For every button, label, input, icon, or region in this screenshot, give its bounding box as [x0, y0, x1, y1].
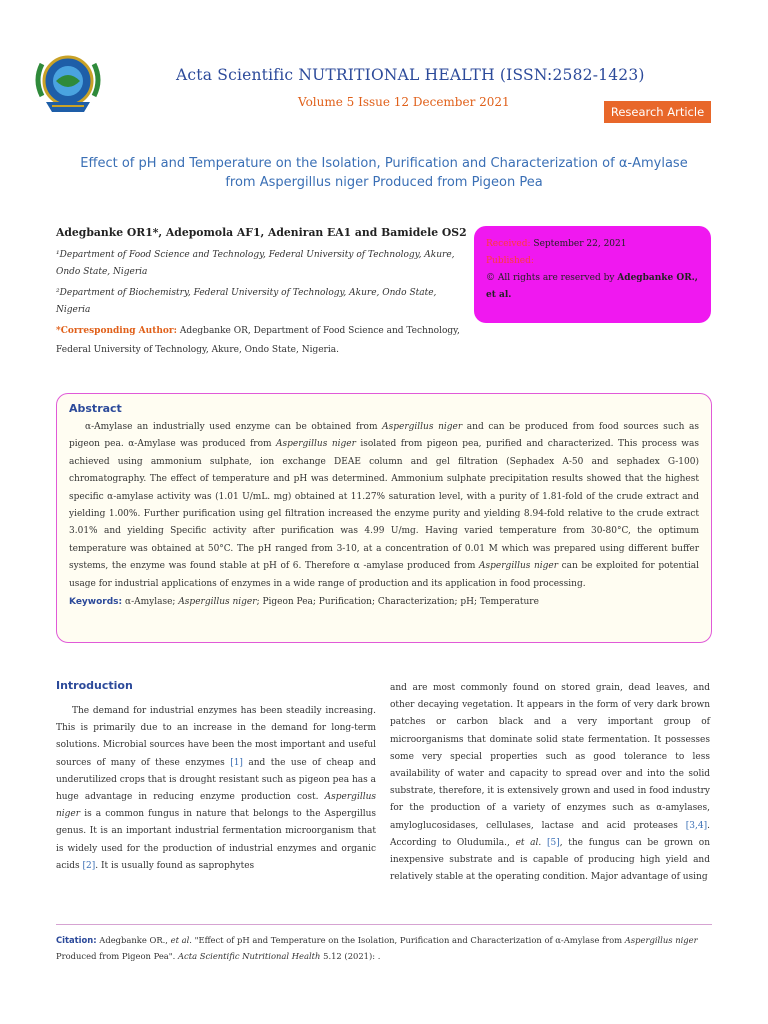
reference-link-5[interactable]: [5] — [546, 837, 560, 848]
introduction-heading: Introduction — [56, 679, 133, 692]
article-title — [40, 154, 728, 192]
rights-prefix: © All rights are reserved by — [486, 273, 618, 283]
intro-paragraph-2: and are most commonly found on stored grain, dead leaves, and other decaying vegetation. It appears in the form of very dark brown patches or carbon black and a very important group of microorganisms that dominate solid state fermentation. It possesses some very special properties such as good tolerance to less availability of water and capacity to spread over and into the solid substrate, therefore, it is extensively grown and used in food industry for the production of a variety of enzymes such as α-amylases, amyloglucosidases, cellulases, lactase and acid proteases [3,4]. According to Oludumila., et al. [5], the fungus can be grown on inexpensive substrate and is capable of producing high yield and relatively stable at the operating condition. Major advantage of using — [390, 683, 710, 883]
rights-line — [486, 270, 701, 304]
column-left — [56, 703, 376, 875]
received-line — [486, 236, 701, 253]
column-right — [390, 680, 710, 886]
article-type-badge: Research Article — [604, 101, 711, 123]
abstract-box — [56, 393, 712, 643]
title-line-2: from Aspergillus niger Produced from Pigeon Pea — [225, 175, 543, 190]
published-line — [486, 253, 701, 270]
abstract-heading: Abstract — [69, 402, 122, 415]
volume-info: Volume 5 Issue 12 December 2021 — [298, 95, 510, 109]
corresponding-author — [56, 322, 466, 360]
rights-name: Adegbanke OR., et al. — [486, 273, 698, 300]
received-date: September 22, 2021 — [530, 239, 627, 249]
reference-link-3-4[interactable]: [3,4] — [685, 820, 708, 831]
title-line-1: Effect of pH and Temperature on the Isolation, Purification and Characterization of α-Amylase — [80, 156, 688, 171]
reference-link-1[interactable]: [1] — [230, 757, 243, 768]
keywords: Keywords: α-Amylase; Aspergillus niger; Pigeon Pea; Purification; Characterization; pH; Temperature — [69, 597, 539, 608]
citation-label: Citation: — [56, 935, 97, 945]
journal-logo — [28, 44, 108, 124]
published-label: Published: — [486, 256, 534, 266]
journal-title: Acta Scientific NUTRITIONAL HEALTH (ISSN:2582-1423) — [176, 66, 645, 84]
abstract-text: α-Amylase an industrially used enzyme can be obtained from Aspergillus niger and can be produced from food sources such as pigeon pea. α-Amylase was produced from Aspergillus niger isolated from pigeon pea, purified and characterized. This process was achieved using ammonium sulphate, ion exchange DEAE column and gel filtration (Sephadex A-50 and sephadex G-100) chromatography. The effect of temperature and pH was determined. Ammonium sulphate precipitation results showed that the highest specific α-amylase activity was (1.01 U/mL. mg) obtained at 11.27% saturation level, with a purity of 1.81-fold of the crude extract and yielding 1.00%. Further purification using gel filtration increased the enzyme purity and yielding 8.94-fold relative to the crude extract 3.01% and yielding Specific activity after purification was 4.99 U/mg. Having varied temperature from 30-80°C, the optimum temperature was obtained at 50°C. The pH ranged from 3-10, at a concentration of 0.01 M which was prepared using different buffer systems, the enzyme was found stable at pH of 6. Therefore α -amylase produced from Aspergillus niger can be exploited for potential usage for industrial applications of enzymes in a wide range of production and its application in food processing. — [69, 422, 699, 589]
corresponding-label: *Corresponding Author: — [56, 326, 177, 336]
intro-paragraph-1: The demand for industrial enzymes has been steadily increasing. This is primarily due to an increase in the demand for long-term solutions. Microbial sources have been the most important and useful sources of many of these enzymes [1] and the use of cheap and underutilized crops that is drought resistant such as pigeon pea has a huge advantage in reducing enzyme production cost. Aspergillus niger is a common fungus in nature that belongs to the Aspergillus genus. It is an important industrial fermentation microorganism that is widely used for the production of industrial enzymes and organic acids [2]. It is usually found as saprophytes — [56, 706, 376, 871]
received-label: Received: — [486, 239, 531, 249]
corresponding-text: Adegbanke OR, Department of Food Science and Technology, Federal University of Technology, Akure, Ondo State, Nigeria. — [56, 326, 460, 355]
footer-divider — [56, 924, 712, 925]
dates-box — [474, 226, 711, 323]
affiliation-1: ¹Department of Food Science and Technology, Federal University of Technology, Akure, Ondo State, Nigeria — [56, 250, 455, 277]
keywords-label: Keywords: — [69, 597, 123, 608]
authors: Adegbanke OR1*, Adepomola AF1, Adeniran EA1 and Bamidele OS2 — [56, 226, 467, 239]
reference-link-2[interactable]: [2] — [82, 860, 96, 871]
affiliation-2: ²Department of Biochemistry, Federal University of Technology, Akure, Ondo State, Nigeria — [56, 288, 437, 315]
citation: Citation: Adegbanke OR., et al. "Effect of pH and Temperature on the Isolation, Purification and Characterization of α-Amylase from Aspergillus niger Produced from Pigeon Pea". Acta Scientific Nutritional Health 5.12 (2021): . — [56, 935, 698, 961]
